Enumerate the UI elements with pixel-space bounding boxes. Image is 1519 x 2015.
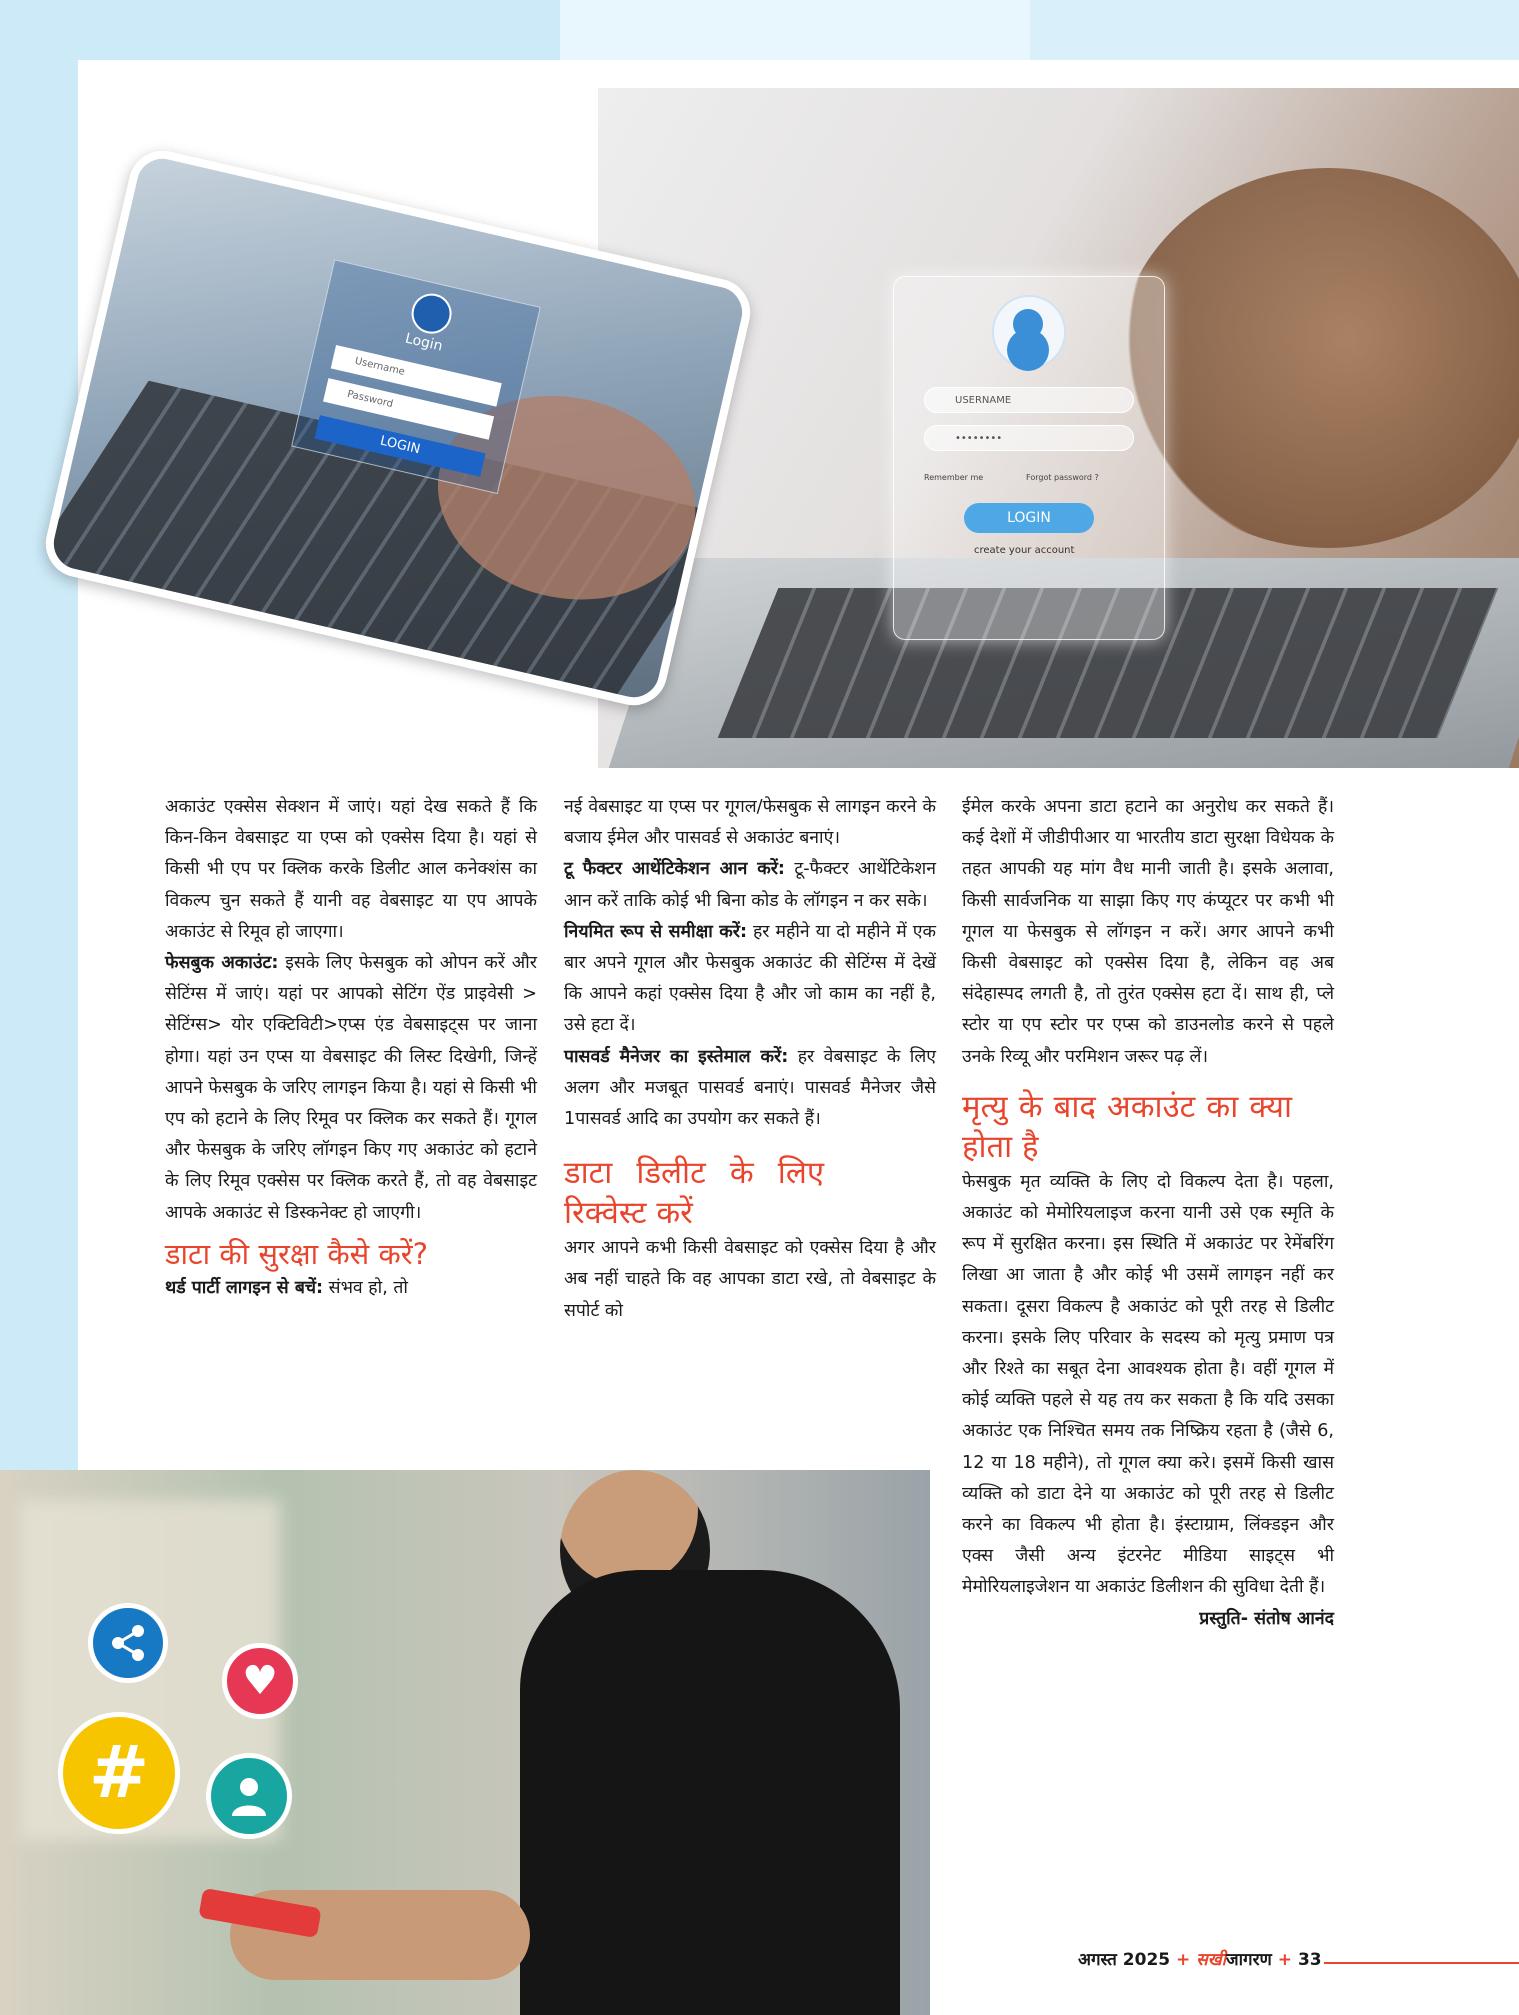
section-heading: मृत्यु के बाद अकाउंट का क्या होता है (962, 1088, 1292, 1165)
paragraph-text: टू-फैक्टर आथेंटिकेशन आन करें ताकि कोई भी बिना कोड के लॉगइन न कर सके। (564, 859, 936, 911)
frame-stripe (1030, 0, 1519, 60)
author-credit: प्रस्तुति- संतोष आनंद (1199, 1608, 1334, 1629)
article-column-2 (564, 792, 936, 1327)
hashtag-icon: # (58, 1712, 180, 1834)
frame-stripe (560, 0, 1030, 60)
brand-name-2: जागरण (1226, 1950, 1272, 1970)
paragraph: अगर आपने कभी किसी वेबसाइट को एक्सेस दिया है और अब नहीं चाहते कि वह आपका डाटा रखे, तो वेबसाइट के सपोर्ट को (564, 1238, 936, 1321)
subhead: फेसबुक अकाउंट: (165, 953, 279, 974)
paragraph-text: संभव हो, तो (323, 1277, 408, 1298)
avatar-icon (992, 295, 1066, 369)
paragraph-text: हर महीने या दो महीने में एक बार अपने गूगल और फेसबुक अकाउंट की सेटिंग्स में देखें कि आपने कहां एक्सेस दिया है और जो काम का नहीं है, उसे हटा दें। (564, 921, 937, 1036)
paragraph: अकाउंट एक्सेस सेक्शन में जाएं। यहां देख सकते हैं कि किन-किन वेबसाइट या एप्स को एक्सेस दिया है। यहां से किसी भी एप पर क्लिक करके डिलीट आल कनेक्शंस का विकल्प चुन सकते हैं यानी वह वेबसाइट या एप आपके अकाउंट से रिमूव हो जाएगा। (165, 797, 537, 942)
forgot-password-label: Forgot password ? (1026, 473, 1099, 482)
article-column-3 (962, 792, 1334, 1635)
password-field: Password (323, 378, 494, 440)
subhead: थर्ड पार्टी लागइन से बचें: (165, 1277, 324, 1298)
login-title: Login (403, 330, 445, 355)
page-number: 33 (1297, 1950, 1322, 1970)
share-icon (88, 1603, 168, 1683)
brand-name: सखी (1196, 1950, 1227, 1970)
section-heading: डाटा डिलीट के लिए रिक्वेस्ट करें (564, 1155, 824, 1232)
photo-body (520, 1570, 900, 2015)
paragraph: ईमेल करके अपना डाटा हटाने का अनुरोध कर सकते हैं। कई देशों में जीडीपीआर या भारतीय डाटा सुरक्षा विधेयक के तहत आपकी यह मांग वैध मानी जाती है। इसके अलावा, किसी सार्वजनिक या साझा किए गए कंप्यूटर पर कभी भी गूगल या फेसबुक से लॉगइन न करें। अगर आपने कभी किसी वेबसाइट को एक्सेस दिया है, लेकिन वह अब संदेहास्पद लगती है, तो तुरंत एक्सेस हटा दें। साथ ही, प्ले स्टोर या एप स्टोर पर एप्स को डाउनलोड करने से पहले उनके रिव्यू और परमिशन जरूर पढ़ लें। (962, 797, 1334, 1067)
paragraph: फेसबुक मृत व्यक्ति के लिए दो विकल्प देता है। पहला, अकाउंट को मेमोरियलाइज करना यानी उसे एक स्मृति के रूप में सुरक्षित करना। इस स्थिति में अकाउंट पर रेमेंबरिंग लिखा आ जाता है और कोई भी उसमें लागइन नहीं कर सकता। दूसरा विकल्प है अकाउंट को पूरी तरह से डिलीट करना। इसके लिए परिवार के सदस्य को मृत्यु प्रमाण पत्र और रिश्ते का सबूत देना आवश्यक होता है। वहीं गूगल में कोई व्यक्ति पहले से यह तय कर सकता है कि यदि उसका अकाउंट एक निश्चित समय तक निष्क्रिय रहता है (जैसे 6, 12 या 18 महीने), तो गूगल क्या करे। इसमें किसी खास व्यक्ति को डाटा देने या अकाउंट को पूरी तरह से डिलीट करने का विकल्प भी होता है। इंस्टाग्राम, लिंक्डइन और एक्स जैसी अन्य इंटरनेट मीडिया साइट्स भी मेमोरियलाइजेशन या अकाउंट डिलीशन की सुविधा देती हैं। (962, 1171, 1334, 1598)
paragraph (564, 1042, 936, 1136)
section-heading: डाटा की सुरक्षा कैसे करें? (165, 1236, 428, 1271)
remember-me-label: Remember me (924, 473, 984, 482)
paragraph (165, 948, 537, 1229)
page-footer (1078, 1947, 1322, 1970)
heart-icon: ♥ (222, 1643, 298, 1719)
footer-rule (1324, 1962, 1519, 1964)
article-column-1 (165, 792, 537, 1304)
user-icon (206, 1753, 292, 1839)
paragraph (564, 917, 936, 1042)
paragraph: नई वेबसाइट या एप्स पर गूगल/फेसबुक से लागइन करने के बजाय ईमेल और पासवर्ड से अकाउंट बनाएं। (564, 797, 936, 849)
subhead: पासवर्ड मैनेजर का इस्तेमाल करें: (564, 1046, 789, 1067)
subhead: टू फैक्टर आथेंटिकेशन आन करें: (564, 859, 785, 880)
paragraph-text: इसके लिए फेसबुक को ओपन करें और सेटिंग्स में जाएं। यहां पर आपको सेटिंग ऐंड प्राइवेसी > सेटिंग्स> योर एक्टिविटी>एप्स एंड वेबसाइट्स पर जाना होगा। यहां उन एप्स या वेबसाइट की लिस्ट दिखेगी, जिन्हें आपने फेसबुक के जरिए लागइन किया है। यहां से किसी भी एप को हटाने के लिए रिमूव पर क्लिक कर सकते हैं। गूगल और फेसबुक के जरिए लॉगइन किए गए अकाउंट को हटाने के लिए रिमूव एक्सेस पर क्लिक करते हैं, तो वह वेबसाइट आपके अकाउंट से डिस्कनेक्ट हो जाएगी। (165, 953, 537, 1223)
subhead: नियमित रूप से समीक्षा करें: (564, 921, 748, 942)
create-account-label: create your account (974, 545, 1075, 556)
paragraph (165, 1273, 537, 1304)
glass-login-panel (893, 276, 1165, 640)
login-button: LOGIN (964, 503, 1094, 533)
username-field: USERNAME (924, 387, 1134, 413)
plus-icon: + (1277, 1950, 1293, 1970)
photo-arm (1118, 168, 1519, 548)
username-field: Username (331, 345, 502, 407)
issue-month: अगस्त 2025 (1078, 1950, 1171, 1970)
paragraph-text: हर वेबसाइट के लिए अलग और मजबूत पासवर्ड बनाएं। पासवर्ड मैनेजर जैसे 1पासवर्ड आदि का उपयोग कर सकते हैं। (564, 1046, 936, 1130)
avatar-icon (408, 290, 456, 338)
plus-icon: + (1176, 1950, 1191, 1970)
password-field: •••••••• (924, 425, 1134, 451)
login-button: LOGIN (315, 415, 486, 477)
paragraph (564, 854, 936, 916)
